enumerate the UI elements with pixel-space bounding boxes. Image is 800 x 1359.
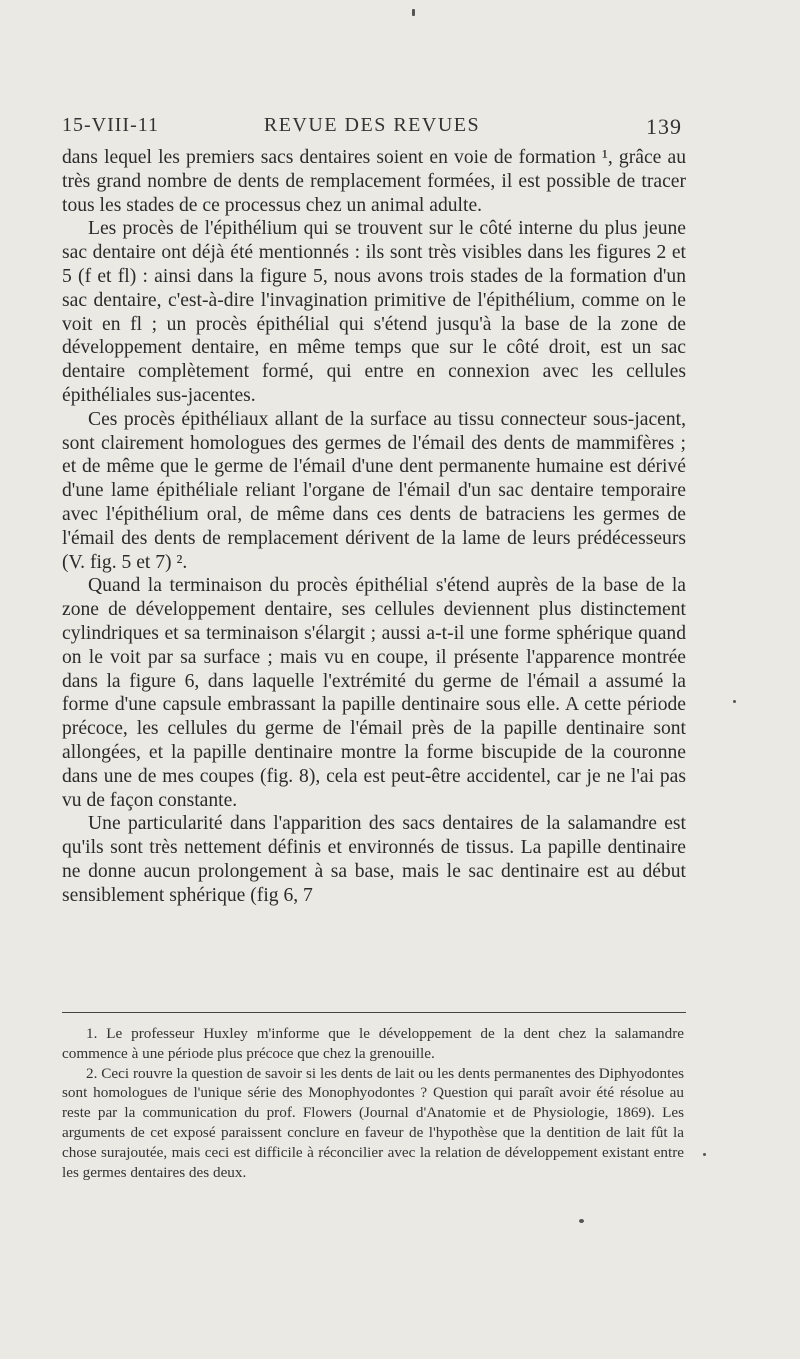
header-date: 15-VIII-11 (62, 114, 160, 136)
footnote: 1. Le professeur Huxley m'informe que le développement de la dent chez la salamandre commence à une période plus précoce que chez la grenouille. (62, 1025, 684, 1062)
print-speck (703, 1153, 706, 1156)
print-speck (579, 1219, 584, 1223)
footnotes (62, 1024, 684, 1182)
paragraph: Une particularité dans l'apparition des sacs dentaires de la salamandre est qu'ils sont très nettement définis et environnés de tissus. La papille dentinaire ne donne aucun prolongement à sa base, mais le sac dentinaire est au début sensiblement sphérique (fig 6, 7 (62, 813, 686, 906)
paragraph: Quand la terminaison du procès épithélial s'étend auprès de la base de la zone de développement dentaire, ses cellules deviennent plus distinctement cylindriques et sa terminaison s'élargit ; aussi a-t-il une forme sphérique quand on le voit par sa surface ; mais vu en coupe, il présente l'apparence montrée dans la figure 6, dans laquelle l'extrémité du germe de l'émail a assumé la forme d'une capsule embrassant la papille dentinaire sous elle. A cette période précoce, les cellules du germe de l'émail près de la papille dentinaire sont allongées, et la papille dentinaire montre la forme biscupide de la couronne dans une de mes coupes (fig. 8), cela est peut-être accidentel, car je ne l'ai pas vu de façon constante. (62, 575, 686, 811)
footnote: 2. Ceci rouvre la question de savoir si les dents de lait ou les dents permanentes des Diphyodontes sont homologues de l'unique série des Monophyodontes ? Question qui paraît avoir été résolue au reste par la communication du prof. Flowers (Journal d'Anatomie et de Physiologie, 1869). Les arguments de cet exposé paraissent conclure en faveur de l'hypothèse que la dentition de lait fût la chose surajoutée, mais ceci est difficile à réconcilier avec la relation de développement existant entre les germes dentaires des deux. (62, 1064, 684, 1181)
running-header (62, 114, 682, 144)
paragraph: Ces procès épithéliaux allant de la surface au tissu connecteur sous-jacent, sont clairement homologues des germes de l'émail des dents de mammifères ; et de même que le germe de l'émail d'une dent permanente humaine est dérivé d'une lame épithéliale reliant l'organe de l'émail d'un sac dentaire temporaire avec l'épithélium oral, de même dans ces dents de batraciens les germes de l'émail des dents de remplacement dérivent de la lame de leurs prédécesseurs (V. fig. 5 et 7) ². (62, 408, 686, 573)
footnote-divider (62, 1012, 686, 1013)
main-text (62, 146, 686, 908)
header-title: REVUE DES REVUES (263, 114, 481, 136)
print-speck (412, 9, 415, 16)
paragraph: Les procès de l'épithélium qui se trouvent sur le côté interne du plus jeune sac dentaire ont déjà été mentionnés : ils sont très visibles dans les figures 2 et 5 (f et fl) : ainsi dans la figure 5, nous avons trois stades de la formation d'un sac dentaire, c'est-à-dire l'invagination primitive de l'épithélium, comme on le voit en fl ; un procès épithélial qui s'étend jusqu'à la base de la zone de développement dentaire, en même temps que sur le côté droit, est un sac dentaire complètement formé, qui entre en connexion avec les cellules épithéliales sus-jacentes. (62, 218, 686, 406)
print-speck (733, 700, 736, 703)
page-number: 139 (646, 114, 682, 139)
paragraph: dans lequel les premiers sacs dentaires soient en voie de formation ¹, grâce au très grand nombre de dents de remplacement formées, il est possible de tracer tous les stades de ce processus chez un animal adulte. (62, 147, 686, 216)
